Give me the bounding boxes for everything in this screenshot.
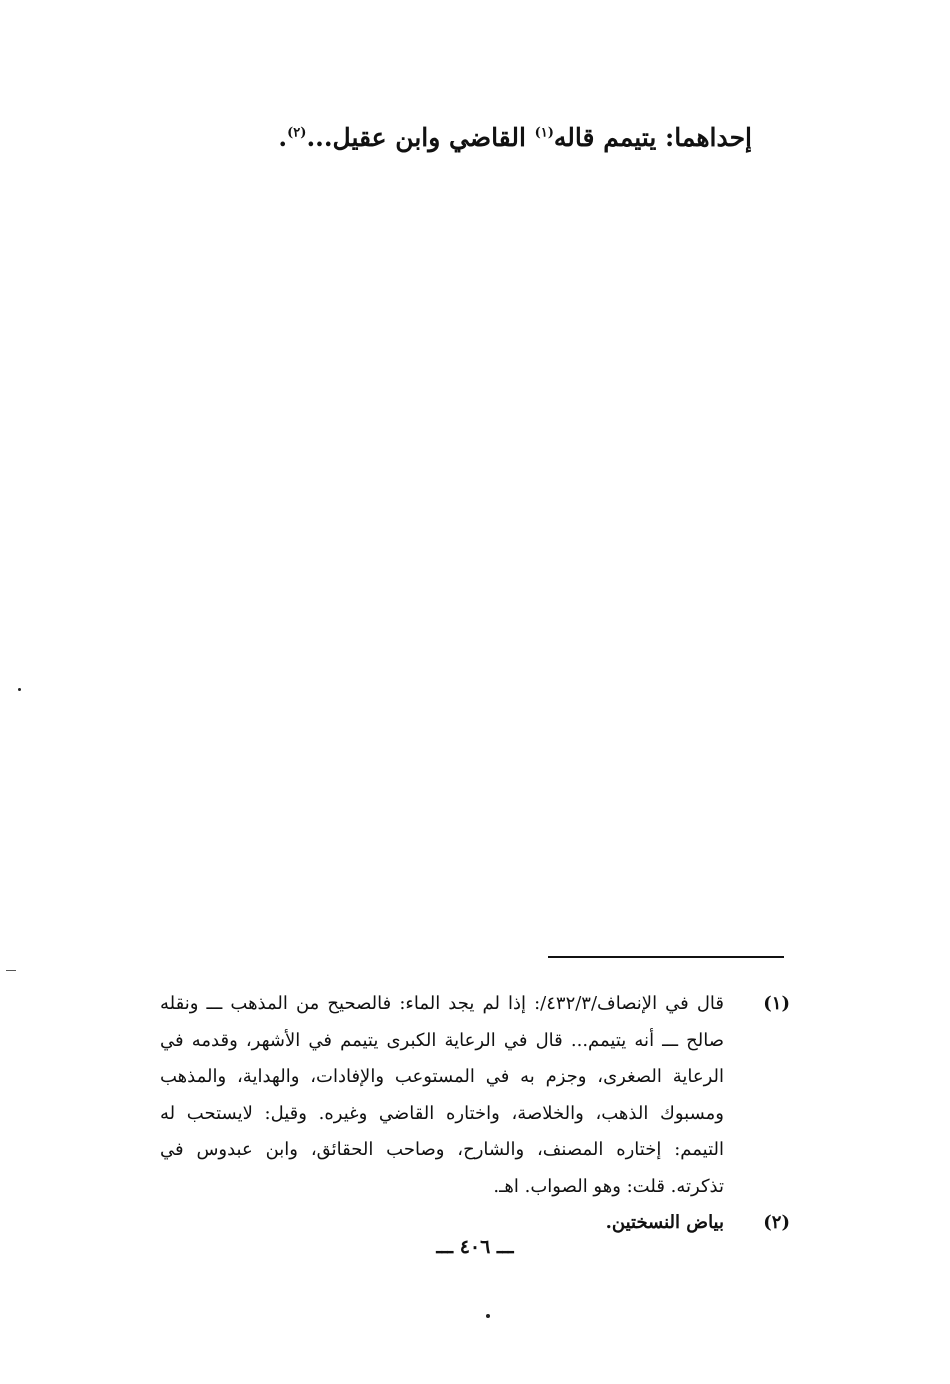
- footnote-1-text: قال في الإنصاف/٤٣٢/٣/: إذا لم يجد الماء: فالصحيح من المذهب ـــ ونقله صالح ـــ أنه يتيمم... قال في الرعاية الكبرى يتيمم في الأشهر، وقدمه في الرعاية الصغرى، وجزم به في المستوعب والإفادات، والهداية، والمذهب ومسبوك الذهب، والخلاصة، واختاره القاضي وغيره. وقيل: لايستحب له التيمم: إختاره المصنف، والشارح، وصاحب الحقائق، وابن عبدوس في تذكرته. قلت: وهو الصواب. اهـ.: [160, 993, 725, 1197]
- main-text-middle: القاضي وابن عقيل...: [306, 123, 535, 152]
- scan-speck: [6, 970, 16, 971]
- main-text-end: .: [278, 123, 288, 152]
- footnote-2-number: (٢): [763, 1212, 790, 1233]
- footnote-ref-1: (١): [534, 125, 554, 141]
- page-number: ـــ ٤٠٦ ـــ: [436, 1236, 514, 1258]
- main-text-start: إحداهما: يتيمم قاله: [553, 123, 752, 152]
- footnotes-section: [160, 986, 790, 1242]
- footnote-separator: [548, 956, 784, 958]
- scan-speck: [18, 688, 21, 691]
- scan-speck: [486, 1314, 490, 1318]
- footnote-2-text: بياض النسختين.: [605, 1212, 724, 1233]
- main-text-line: [278, 118, 752, 158]
- footnote-ref-2: (٢): [287, 125, 307, 141]
- footnote-1: [160, 986, 790, 1205]
- footnote-1-number: (١): [763, 993, 790, 1014]
